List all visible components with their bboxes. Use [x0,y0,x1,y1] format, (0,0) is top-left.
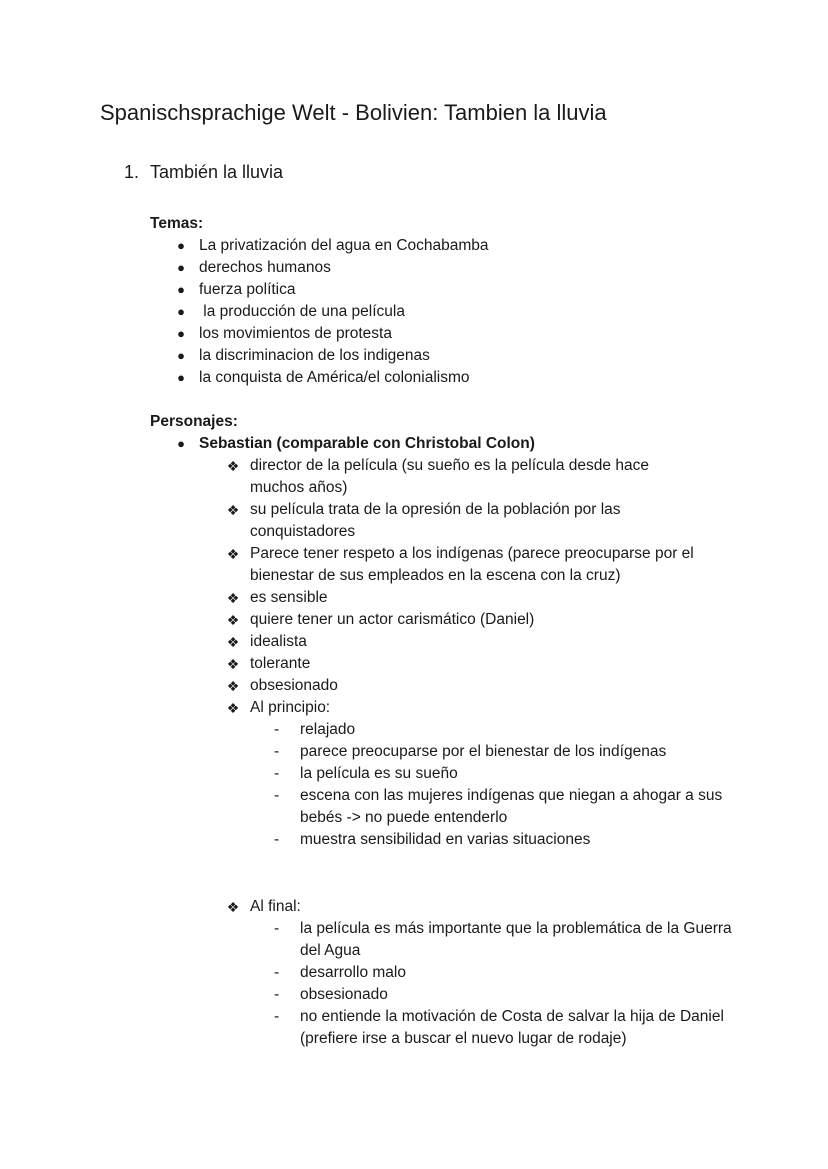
personajes-list [174,433,634,455]
personajes-label: Personajes: [150,413,238,430]
dash-marker: - [274,721,280,738]
bullet-marker: ● [177,282,185,297]
al-principio-item: escena con las mujeres indígenas que niegan a ahogar a sus bebés -> no puede entenderlo [300,787,723,826]
traits-list [224,455,704,719]
trait-item: Parece tener respeto a los indígenas (parece preocuparse por el bienestar de sus empleados en la escena con la cruz) [250,545,694,584]
list-item [224,653,704,675]
dash-marker: - [274,743,280,760]
list-item [174,323,634,345]
diamond-marker: ❖ [226,502,240,518]
list-item [272,829,732,851]
diamond-marker: ❖ [226,546,240,562]
list-item [272,785,732,829]
temas-item: fuerza política [199,281,296,298]
dash-marker: - [274,964,280,981]
bullet-marker: ● [177,436,185,451]
temas-item: derechos humanos [199,259,331,276]
temas-item: La privatización del agua en Cochabamba [199,237,489,254]
trait-item: quiere tener un actor carismático (Daniel) [250,611,535,628]
list-item [272,763,732,785]
bullet-marker: ● [177,348,185,363]
list-item [272,962,732,984]
dash-marker: - [274,920,280,937]
list-item [272,918,732,962]
al-final-item: desarrollo malo [300,964,406,981]
al-final-label: Al final: [250,898,301,915]
list-item [224,455,704,499]
bullet-marker: ● [177,304,185,319]
dash-marker: - [274,1008,280,1025]
temas-label: Temas: [150,215,204,232]
al-final-list [272,918,732,1050]
trait-item: es sensible [250,589,328,606]
list-item [224,697,704,719]
list-item [174,433,634,455]
list-item [224,896,704,918]
list-item [224,587,704,609]
trait-item: obsesionado [250,677,338,694]
trait-item: idealista [250,633,307,650]
bullet-marker: ● [177,370,185,385]
temas-item: la conquista de América/el colonialismo [199,369,470,386]
dash-marker: - [274,831,280,848]
list-item [174,235,634,257]
list-item [174,279,634,301]
list-item [224,631,704,653]
al-final-heading-list [224,896,704,918]
list-item [272,984,732,1006]
list-item [224,499,704,543]
diamond-marker: ❖ [226,634,240,650]
al-principio-item: relajado [300,721,356,738]
diamond-marker: ❖ [226,612,240,628]
trait-item: tolerante [250,655,311,672]
list-item [272,1006,732,1050]
bullet-marker: ● [177,326,185,341]
diamond-marker: ❖ [226,458,240,474]
al-principio-item: la película es su sueño [300,765,458,782]
dash-marker: - [274,986,280,1003]
bullet-marker: ● [177,238,185,253]
list-item [272,719,732,741]
al-final-item: no entiende la motivación de Costa de salvar la hija de Daniel (prefiere irse a buscar el nuevo lugar de rodaje) [300,1008,724,1047]
temas-item: los movimientos de protesta [199,325,392,342]
al-principio-label: Al principio: [250,699,331,716]
temas-item: la producción de una película [199,303,405,320]
al-final-item: obsesionado [300,986,388,1003]
character-name: Sebastian (comparable con Christobal Colon) [199,435,535,452]
diamond-marker: ❖ [226,678,240,694]
list-item [224,675,704,697]
list-item [224,543,704,587]
section-heading-text: También la lluvia [150,162,284,182]
al-principio-item: muestra sensibilidad en varias situaciones [300,831,591,848]
document-title: Spanischsprachige Welt - Bolivien: Tambien la lluvia [100,100,607,125]
al-principio-list [272,719,732,851]
temas-list [174,235,634,389]
list-item [174,345,634,367]
list-item [174,367,634,389]
section-heading [124,160,283,184]
section-number: 1. [124,162,140,182]
al-final-item: la película es más importante que la problemática de la Guerra del Agua [300,920,732,959]
dash-marker: - [274,765,280,782]
trait-item: director de la película (su sueño es la película desde hace muchos años) [250,457,649,496]
list-item [174,257,634,279]
temas-item: la discriminacion de los indigenas [199,347,430,364]
dash-marker: - [274,787,280,804]
list-item [224,609,704,631]
bullet-marker: ● [177,260,185,275]
trait-item: su película trata de la opresión de la población por las conquistadores [250,501,621,540]
diamond-marker: ❖ [226,656,240,672]
diamond-marker: ❖ [226,700,240,716]
diamond-marker: ❖ [226,899,240,915]
al-principio-item: parece preocuparse por el bienestar de los indígenas [300,743,667,760]
list-item [174,301,634,323]
list-item [272,741,732,763]
diamond-marker: ❖ [226,590,240,606]
